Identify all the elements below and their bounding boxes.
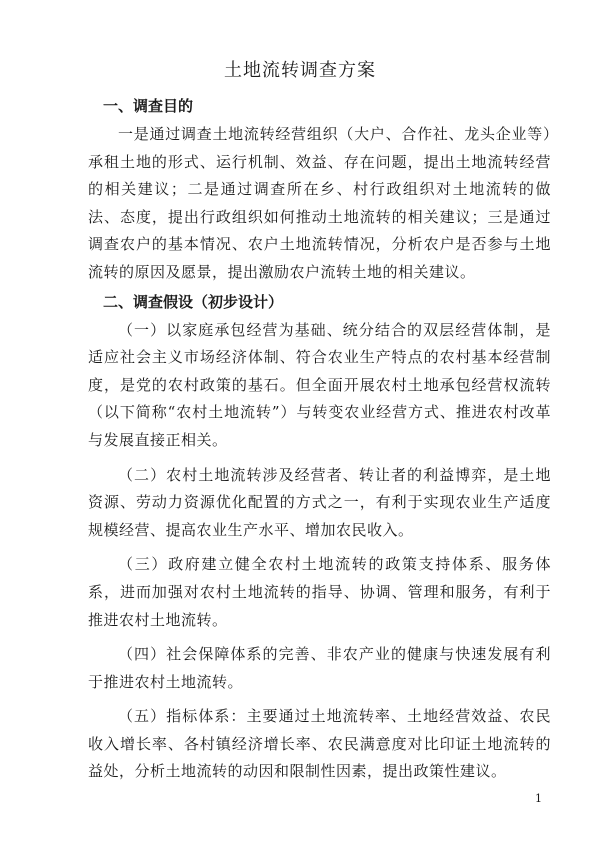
section-heading-hypothesis: 二、调查假设（初步设计） [103,292,284,311]
page-number: 1 [535,792,542,805]
document-body [88,91,551,786]
section-heading-purpose: 一、调查目的 [103,97,194,115]
hypothesis-paragraph-5: （五）指标体系：主要通过土地流转率、土地经营效益、农民收入增长率、各村镇经济增长率、农民满意度对比印证土地流转的益处，分析土地流转的动因和限制性因素，提出政策性建议。 [88,707,551,781]
hypothesis-paragraph-2: （二）农村土地流转涉及经营者、转让者的利益博弈，是土地资源、劳动力资源优化配置的方式之一，有利于实现农业生产适度规模经营、提高农业生产水平、增加农民收入。 [88,465,551,539]
hypothesis-paragraph-4: （四）社会保障体系的完善、非农产业的健康与快速发展有利于推进农村土地流转。 [88,645,551,691]
purpose-paragraph: 一是通过调查土地流转经营组织（大户、合作社、龙头企业等）承租土地的形式、运行机制、效益、存在问题，提出土地流转经营的相关建议；二是通过调查所在乡、村行政组织对土地流转的做法、态度，提出行政组织如何推动土地流转的相关建议；三是通过调查农户的基本情况、农户土地流转情况，分析农户是否参与土地流转的原因及愿景，提出激励农户流转土地的相关建议。 [88,125,551,281]
hypothesis-paragraph-1: （一）以家庭承包经营为基础、统分结合的双层经营体制，是适应社会主义市场经济体制、符合农业生产特点的农村基本经营制度，是党的农村政策的基石。但全面开展农村土地承包经营权流转（以下简称“农村土地流转”）与转变农业经营方式、推进农村改革与发展直接正相关。 [88,320,551,449]
hypothesis-paragraph-3: （三）政府建立健全农村土地流转的政策支持体系、服务体系，进而加强对农村土地流转的指导、协调、管理和服务，有利于推进农村土地流转。 [88,555,551,629]
document-title: 土地流转调查方案 [224,60,376,81]
